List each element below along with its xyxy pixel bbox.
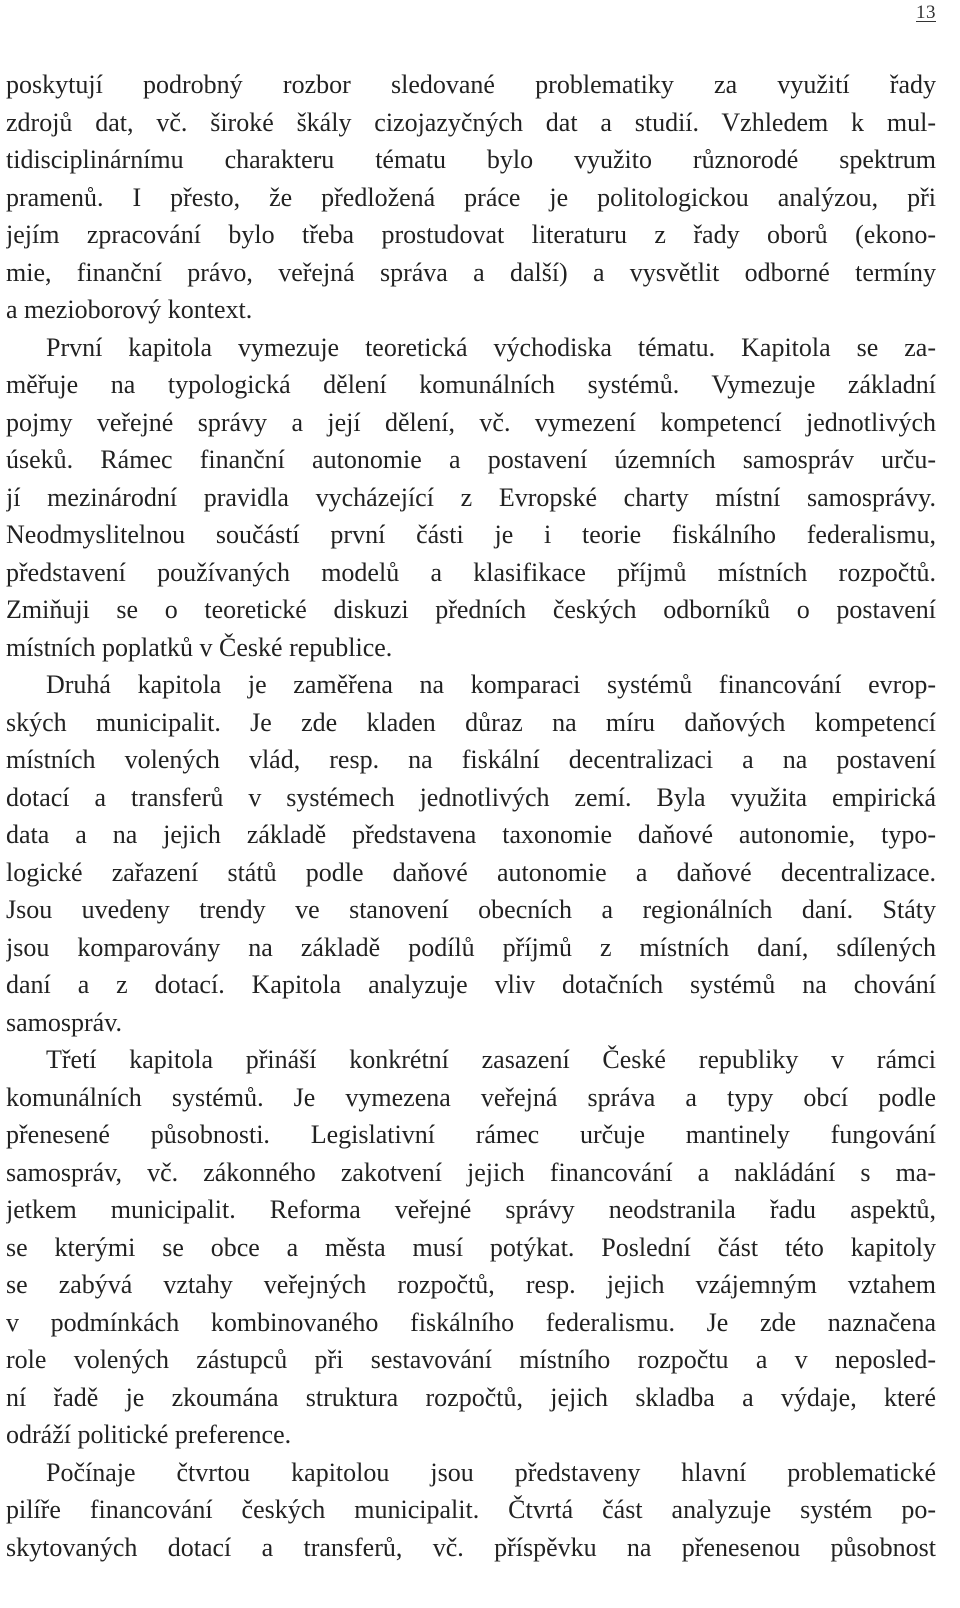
text-line: Počínaje čtvrtou kapitolou jsou představeny hlavní problematické xyxy=(46,1457,936,1487)
text-line: ských municipalit. Je zde kladen důraz na míru daňových kompetencí xyxy=(6,707,936,737)
body-text xyxy=(6,66,936,1566)
text-line: se kterými se obce a města musí potýkat. Poslední část této kapitoly xyxy=(6,1232,936,1262)
text-line: místních poplatků v České republice. xyxy=(6,632,393,662)
text-line: jsou komparovány na základě podílů příjmů z místních daní, sdílených xyxy=(6,932,936,962)
text-line: dotací a transferů v systémech jednotlivých zemí. Byla využita empirická xyxy=(6,782,936,812)
text-line: Druhá kapitola je zaměřena na komparaci systémů financování evrop- xyxy=(46,670,936,699)
text-line: Jsou uvedeny trendy ve stanovení obecních a regionálních daní. Státy xyxy=(6,895,936,924)
text-line: Třetí kapitola přináší konkrétní zasazení České republiky v rámci xyxy=(46,1045,936,1074)
text-line: První kapitola vymezuje teoretická východiska tématu. Kapitola se za- xyxy=(46,332,936,362)
text-line: data a na jejich základě představena taxonomie daňové autonomie, typo- xyxy=(6,820,936,849)
text-line: v podmínkách kombinovaného fiskálního federalismu. Je zde naznačena xyxy=(6,1307,936,1337)
text-line: samospráv, vč. zákonného zakotvení jejich financování a nakládání s ma- xyxy=(6,1157,936,1187)
text-line: samospráv. xyxy=(6,1007,123,1037)
text-line: Neodmyslitelnou součástí první části je i teorie fiskálního federalismu, xyxy=(6,520,936,549)
page-number: 13 xyxy=(916,2,936,23)
text-line: představení používaných modelů a klasifikace příjmů místních rozpočtů. xyxy=(6,557,936,587)
text-line: skytovaných dotací a transferů, vč. příspěvku na přenesenou působnost xyxy=(6,1532,936,1562)
text-line: odráží politické preference. xyxy=(6,1420,292,1449)
text-line: pramenů. I přesto, že předložená práce je politologickou analýzou, při xyxy=(6,182,936,212)
text-line: úseků. Rámec finanční autonomie a postavení územních samospráv urču- xyxy=(6,445,936,474)
text-line: Zmiňuji se o teoretické diskuzi předních českých odborníků o postavení xyxy=(6,595,936,624)
text-line: pilíře financování českých municipalit. Čtvrtá část analyzuje systém po- xyxy=(6,1495,936,1524)
text-line: poskytují podrobný rozbor sledované problematiky za využití řady xyxy=(6,70,936,99)
text-line: jetkem municipalit. Reforma veřejné správy neodstranila řadu aspektů, xyxy=(6,1195,936,1224)
text-line: daní a z dotací. Kapitola analyzuje vliv dotačních systémů na chování xyxy=(6,970,936,999)
text-line: mie, finanční právo, veřejná správa a další) a vysvětlit odborné termíny xyxy=(6,257,936,287)
text-line: role volených zástupců při sestavování místního rozpočtu a v neposled- xyxy=(6,1345,936,1374)
text-line: jejím zpracování bylo třeba prostudovat literaturu z řady oborů (ekono- xyxy=(6,220,936,249)
text-line: zdrojů dat, vč. široké škály cizojazyčných dat a studií. Vzhledem k mul- xyxy=(6,107,936,137)
text-line: logické zařazení států podle daňové autonomie a daňové decentralizace. xyxy=(6,857,936,887)
text-line: přenesené působnosti. Legislativní rámec určuje mantinely fungování xyxy=(6,1120,936,1149)
text-line: pojmy veřejné správy a její dělení, vč. vymezení kompetencí jednotlivých xyxy=(6,407,936,437)
text-line: jí mezinárodní pravidla vycházející z Evropské charty místní samosprávy. xyxy=(6,482,936,512)
text-line: místních volených vlád, resp. na fiskální decentralizaci a na postavení xyxy=(6,745,936,774)
text-line: tidisciplinárnímu charakteru tématu bylo využito různorodé spektrum xyxy=(6,145,936,174)
text-line: komunálních systémů. Je vymezena veřejná správa a typy obcí podle xyxy=(6,1082,936,1112)
text-line: a mezioborový kontext. xyxy=(6,295,253,324)
text-line: měřuje na typologická dělení komunálních systémů. Vymezuje základní xyxy=(6,370,936,399)
text-line: ní řadě je zkoumána struktura rozpočtů, jejich skladba a výdaje, které xyxy=(6,1382,936,1412)
text-line: se zabývá vztahy veřejných rozpočtů, resp. jejich vzájemným vztahem xyxy=(6,1270,936,1299)
